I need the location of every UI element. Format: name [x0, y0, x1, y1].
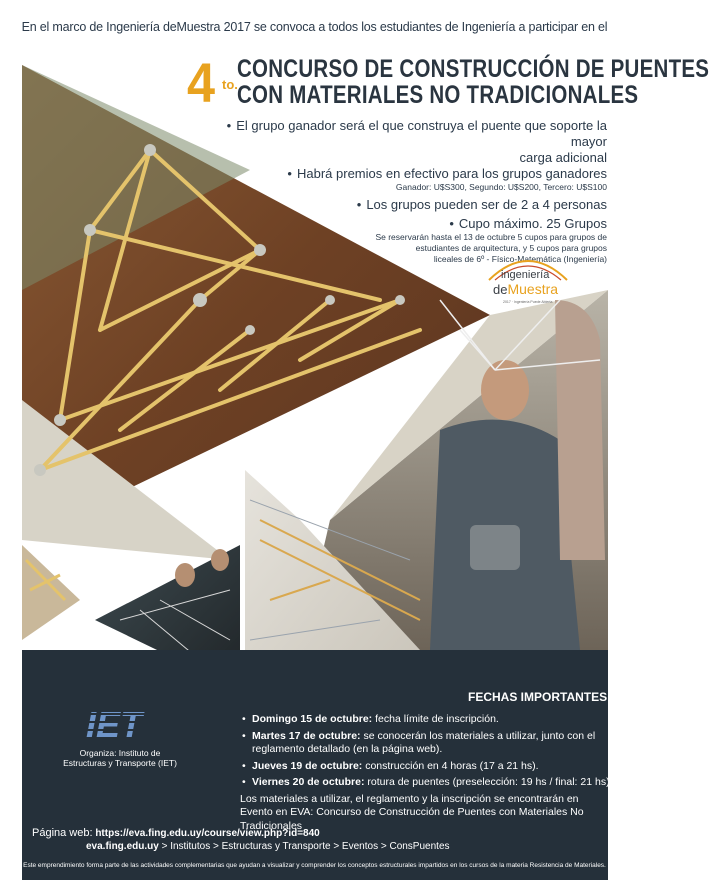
- title-block: [187, 51, 709, 115]
- bullet-1-cont: carga adicional: [519, 150, 607, 165]
- eva-link[interactable]: eva.fing.edu.uy: [86, 841, 159, 852]
- title-line-1: CONCURSO DE CONSTRUCCIÓN DE PUENTES: [237, 55, 709, 83]
- ingenieria-demuestra-logo: [483, 250, 573, 308]
- info-bullets: [187, 118, 607, 265]
- prize-note: Ganador: U$S300, Segundo: U$S200, Tercero: U$S100: [395, 182, 607, 192]
- intro-text: En el marco de Ingeniería deMuestra 2017 se convoca a todos los estudiantes de Ingeniería a participar en el: [21, 20, 608, 34]
- svg-text:deMuestra: deMuestra: [493, 281, 559, 297]
- date-item: • Martes 17 de octubre: se conocerán los materiales a utilizar, junto con el reglamento detallado (en la página web).: [240, 730, 612, 757]
- web-url-link[interactable]: https://eva.fing.edu.uy/course/view.php?id=840: [95, 828, 320, 839]
- organizer-text: Organiza: Instituto de Estructuras y Transporte (IET): [63, 748, 177, 768]
- web-line: [32, 827, 320, 839]
- iet-logo: [82, 704, 152, 744]
- web-path: eva.fing.edu.uy > Institutos > Estructuras y Transporte > Eventos > ConsPuentes: [86, 841, 450, 852]
- date-item: • Viernes 20 de octubre: rotura de puentes (preselección: 19 hs / final: 21 hs): [240, 776, 612, 790]
- quota-note-3: liceales de 6º - Físico-Matemática (Ingeniería): [433, 254, 607, 264]
- edition-number: 4: [187, 51, 216, 114]
- eva-note: Los materiales a utilizar, el reglamento y la inscripción se encontrarán en Evento en EVA: Concurso de Construcción de Puentes con Materiales No Tradicionales: [240, 792, 584, 832]
- dates-list: [240, 713, 612, 833]
- title-line-2: CON MATERIALES NO TRADICIONALES: [237, 81, 639, 109]
- bullet-3: • Los grupos pueden ser de 2 a 4 personas: [356, 197, 607, 212]
- svg-text:ingeniería: ingeniería: [501, 269, 550, 281]
- quota-note-2: estudiantes de arquitectura, y 5 cupos para grupos: [415, 243, 607, 253]
- date-item: • Domingo 15 de octubre: fecha límite de inscripción.: [240, 713, 612, 727]
- web-label: Página web:: [32, 827, 93, 839]
- quota-note-1: Se reservarán hasta el 13 de octubre 5 cupos para grupos de: [375, 232, 607, 242]
- svg-text:IET: IET: [86, 704, 143, 745]
- edition-suffix: to.: [222, 77, 238, 92]
- bullet-2: • Habrá premios en efectivo para los grupos ganadores: [287, 166, 607, 181]
- dates-heading: FECHAS IMPORTANTES: [468, 690, 608, 704]
- date-item: • Jueves 19 de octubre: construcción en 4 horas (17 a 21 hs).: [240, 760, 612, 774]
- svg-text:2017 · Ingeniería Puede Abiert: 2017 · Ingeniería Puede Abierta: [503, 300, 553, 304]
- bullet-4: • Cupo máximo. 25 Grupos: [449, 216, 607, 231]
- footer-note: Este emprendimiento forma parte de las actividades complementarias que ayudan a visualizar y comprender los conceptos estructurales impartidos en los cursos de la materia Resistencia de Materiales.: [23, 862, 606, 869]
- bullet-1: • El grupo ganador será el que construya el puente que soporte la mayor: [226, 118, 607, 149]
